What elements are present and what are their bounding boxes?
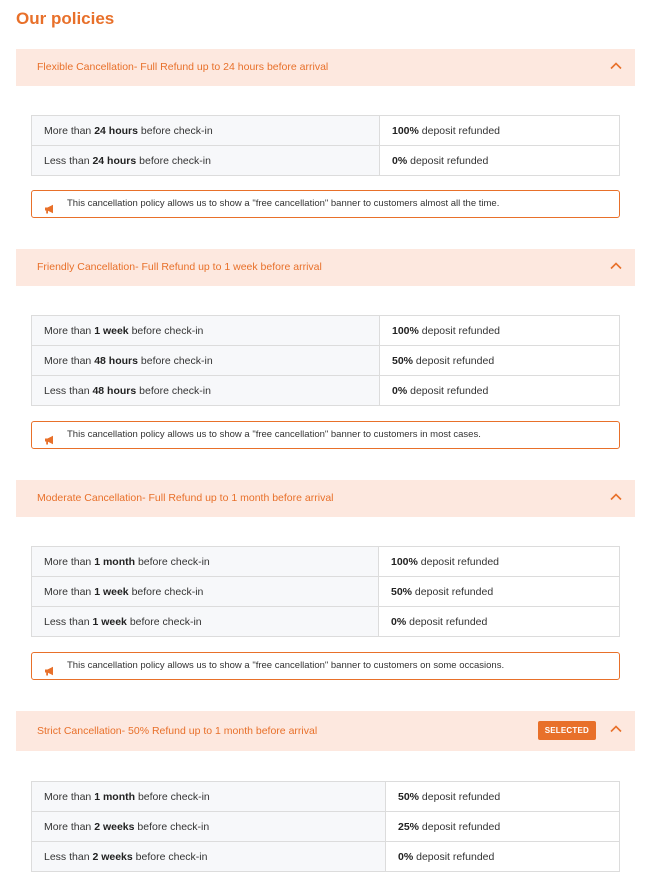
rules-table-flexible bbox=[31, 115, 620, 176]
rules-table-moderate bbox=[31, 546, 620, 637]
policy-header-moderate[interactable] bbox=[16, 480, 635, 517]
condition-cell: Less than 24 hours before check-in bbox=[32, 146, 380, 176]
refund-cell: 50% deposit refunded bbox=[379, 577, 620, 607]
condition-cell: Less than 1 week before check-in bbox=[32, 607, 379, 637]
refund-cell: 0% deposit refunded bbox=[379, 607, 620, 637]
condition-cell: Less than 2 weeks before check-in bbox=[32, 842, 386, 872]
policy-name: Friendly Cancellation bbox=[37, 261, 136, 273]
megaphone-icon bbox=[44, 199, 56, 209]
refund-cell: 50% deposit refunded bbox=[386, 782, 620, 812]
condition-cell: Less than 48 hours before check-in bbox=[32, 376, 380, 406]
table-row bbox=[32, 547, 620, 577]
policy-name: Moderate Cancellation bbox=[37, 492, 143, 504]
policy-name: Flexible Cancellation bbox=[37, 61, 134, 73]
table-row bbox=[32, 812, 620, 842]
rules-table-friendly bbox=[31, 315, 620, 406]
refund-cell: 100% deposit refunded bbox=[380, 316, 620, 346]
condition-cell: More than 1 week before check-in bbox=[32, 577, 379, 607]
notice-text: This cancellation policy allows us to show a "free cancellation" banner to customers in most cases. bbox=[67, 429, 481, 440]
table-row bbox=[32, 607, 620, 637]
notice-text: This cancellation policy allows us to show a "free cancellation" banner to customers on some occasions. bbox=[67, 660, 505, 671]
refund-cell: 50% deposit refunded bbox=[380, 346, 620, 376]
notice-text: This cancellation policy allows us to show a "free cancellation" banner to customers almost all the time. bbox=[67, 198, 500, 209]
table-row bbox=[32, 376, 620, 406]
megaphone-icon bbox=[44, 661, 56, 671]
table-row bbox=[32, 146, 620, 176]
table-row bbox=[32, 346, 620, 376]
megaphone-icon bbox=[44, 430, 56, 440]
policy-name: Strict Cancellation bbox=[37, 725, 122, 737]
policy-description: - Full Refund up to 1 month before arrival bbox=[142, 492, 334, 504]
condition-cell: More than 2 weeks before check-in bbox=[32, 812, 386, 842]
chevron-up-icon[interactable] bbox=[609, 490, 623, 504]
condition-cell: More than 1 month before check-in bbox=[32, 547, 379, 577]
page-title: Our policies bbox=[16, 9, 115, 28]
condition-cell: More than 48 hours before check-in bbox=[32, 346, 380, 376]
table-row bbox=[32, 842, 620, 872]
condition-cell: More than 1 week before check-in bbox=[32, 316, 380, 346]
selected-badge: SELECTED bbox=[538, 721, 596, 740]
refund-cell: 0% deposit refunded bbox=[380, 376, 620, 406]
policy-notice bbox=[31, 652, 620, 680]
condition-cell: More than 24 hours before check-in bbox=[32, 116, 380, 146]
refund-cell: 25% deposit refunded bbox=[386, 812, 620, 842]
policy-description: - 50% Refund up to 1 month before arrival bbox=[121, 725, 318, 737]
policy-header-strict[interactable] bbox=[16, 711, 635, 751]
policy-notice bbox=[31, 190, 620, 218]
policy-header-friendly[interactable] bbox=[16, 249, 635, 286]
table-row bbox=[32, 116, 620, 146]
policy-notice bbox=[31, 421, 620, 449]
refund-cell: 0% deposit refunded bbox=[380, 146, 620, 176]
policy-description: - Full Refund up to 1 week before arrival bbox=[135, 261, 322, 273]
policy-header-flexible[interactable] bbox=[16, 49, 635, 86]
table-row bbox=[32, 577, 620, 607]
chevron-up-icon[interactable] bbox=[609, 722, 623, 736]
policy-description: - Full Refund up to 24 hours before arrival bbox=[133, 61, 329, 73]
refund-cell: 100% deposit refunded bbox=[380, 116, 620, 146]
rules-table-strict bbox=[31, 781, 620, 872]
chevron-up-icon[interactable] bbox=[609, 259, 623, 273]
refund-cell: 0% deposit refunded bbox=[386, 842, 620, 872]
table-row bbox=[32, 782, 620, 812]
refund-cell: 100% deposit refunded bbox=[379, 547, 620, 577]
chevron-up-icon[interactable] bbox=[609, 59, 623, 73]
condition-cell: More than 1 month before check-in bbox=[32, 782, 386, 812]
table-row bbox=[32, 316, 620, 346]
